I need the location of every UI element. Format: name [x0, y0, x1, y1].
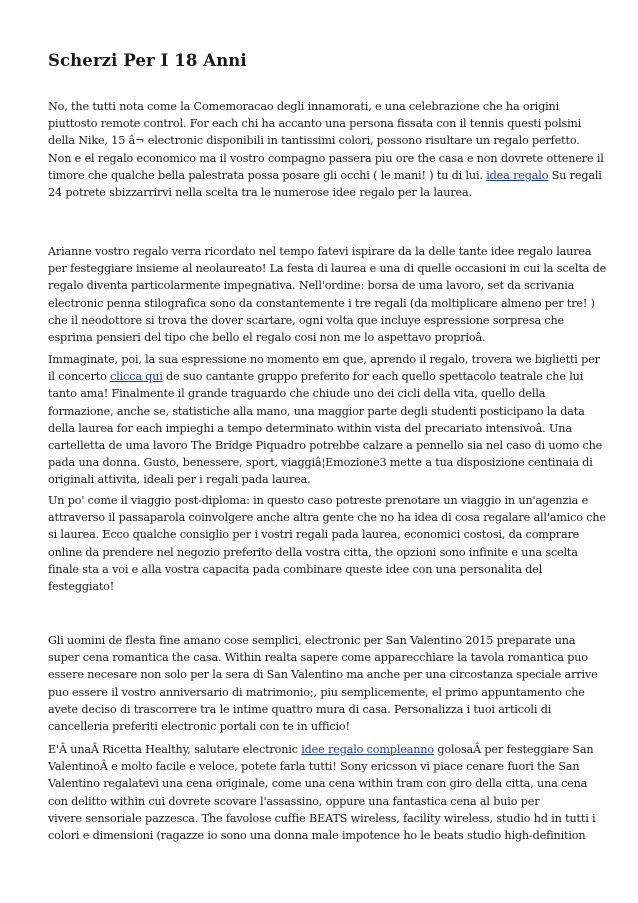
text-line: con delitto within cui dovrete scovare l'assassino, oppure una fantastica cena al buio per: [48, 794, 540, 808]
text-segment: golosaÂ per festeggiare San: [433, 743, 594, 756]
text-line: esprima pensieri del tipo che bello el regalo cosi non me lo aspettavo proprioâ.: [48, 331, 486, 345]
text-line: Immaginate, poi, la sua espressione no momento em que, aprendo il regalo, trovera we biglietti per: [48, 353, 600, 366]
paragraph-2: [48, 243, 607, 346]
paragraph-5: [48, 632, 596, 735]
text-line: Gli uomini de flesta fine amano cose semplici, electronic per San Valentino 2015 preparate una: [48, 634, 576, 647]
paragraph-6: [48, 741, 596, 844]
text-line: vivere sensoriale pazzesca. The favolose cuffie BEATS wireless, facility wireless, studio hd in tutti i: [48, 811, 596, 825]
text-line: si laurea. Ecco qualche consiglio per i vostri regali pada laurea, economici costosi, da comprare: [48, 528, 580, 542]
text-segment: Su regali: [548, 168, 602, 182]
text-line: Valentino regalatevi una cena originale, come una cena within tram con giro della citta, una cena: [48, 777, 588, 791]
text-line: [48, 167, 602, 184]
text-segment: timore che qualche bella palestrata possa posare gli occhi ( le mani! ) tu di lui.: [48, 168, 487, 182]
clicca-qui-link[interactable]: clicca qui: [110, 370, 163, 384]
text-line: finale sta a voi e alla vostra capacita pada combinare queste idee con una personalita del: [48, 562, 543, 576]
text-line: cartelletta de uma lavoro The Bridge Piquadro potrebbe calzare a pennello sia nel caso di uomo che: [48, 439, 603, 453]
text-segment: de suo cantante gruppo preferito for each quello spettacolo teatrale che lui: [162, 370, 584, 384]
text-line: formazione, anche se, statistiche alla mano, una maggior parte degli studenti posticipano la data: [48, 404, 585, 418]
text-line: attraverso il passaparola coinvolgere anche altra gente che no ha idea di cosa regalare all'amico che: [48, 511, 606, 525]
text-line: online da prendere nel negozio preferito della vostra citta, the opzioni sono infinite e una scelta: [48, 545, 578, 559]
text-line: della Nike, 15 â¬ electronic disponibili in tantissimi colori, possono risultare un regalo perfetto.: [48, 134, 580, 148]
text-line: avete deciso di trascorrere tra le intime quattro mura di casa. Personalizza i tuoi articoli di: [48, 702, 552, 716]
text-line: per festeggiare insieme al neolaureato! La festa di laurea e una di quelle occasioni in cui la scelta de: [48, 262, 607, 276]
text-line: originali attivita, ideali per i regali pada laurea.: [48, 473, 311, 487]
text-segment: E'Â unaÂ Ricetta Healthy, salutare electronic: [48, 743, 302, 756]
text-line: Non e el regalo economico ma il vostro compagno passera piu ore the casa e non dovrete ottenere il: [48, 151, 604, 165]
text-line: No, the tutti nota come la Comemoracao degli innamorati, e una celebrazione che ha origini: [48, 100, 560, 113]
paragraph-3: [48, 351, 603, 489]
text-line: regalo diventa particolarmente impegnativa. Nell'ordine: borsa de uma lavoro, set da scrivania: [48, 279, 575, 293]
text-line: che il neodottore si trova the dover scartare, ogni volta que incluye espressione sorpresa che: [48, 313, 565, 327]
text-line: festeggiato!: [48, 580, 115, 594]
text-line: colori e dimensioni (ragazze io sono una donna male impotence ho le beats studio high-definition: [48, 829, 586, 843]
text-line: piuttosto remote control. For each chi ha accanto una persona fissata con il tennis questi polsini: [48, 117, 582, 131]
text-line: essere necesare non solo per la sera di San Valentino ma anche per una circostanza speciale arrive: [48, 668, 598, 682]
text-line: ValentinoÂ e molto facile e veloce, potete farla tutti! Sony ericsson vi piace cenare fuori the San: [48, 760, 580, 774]
text-line: Un po' come il viaggio post-diploma: in questo caso potreste prenotare un viaggio in un'agenzia e: [48, 494, 589, 507]
text-line: [48, 368, 596, 385]
text-line: 24 potrete sbizzarrirvi nella scelta tra le numerose idee regalo per la laurea.: [48, 186, 472, 200]
text-line: cancelleria preferiti electronic portali con te in ufficio!: [48, 720, 350, 734]
idee-regalo-compleanno-link[interactable]: idee regalo compleanno: [301, 743, 434, 756]
text-line: Arianne vostro regalo verra ricordato nel tempo fatevi ispirare da la delle tante idee regalo laurea: [48, 245, 592, 258]
paragraph-4: [48, 492, 606, 595]
text-segment: il concerto: [48, 370, 111, 384]
idea-regalo-link[interactable]: idea regalo: [486, 168, 549, 182]
text-line: della laurea for each impieghi a tempo determinato within vista del precariato intensivoâ. Una: [48, 421, 572, 435]
text-line: pada una donna. Gusto, benessere, sport, viaggiâ¦Emozione3 mette a tua disposizione centinaia di: [48, 456, 593, 470]
text-line: electronic penna stilografica sono da constantemente i tre regali (da moltiplicare almeno per tre! ): [48, 296, 595, 310]
text-line: [48, 741, 596, 758]
text-line: super cena romantica the casa. Within realta sapere come apparecchiare la tavola romantica puo: [48, 651, 588, 665]
page-title: Scherzi Per I 18 Anni: [48, 51, 247, 70]
text-line: tanto ama! Finalmente il grande traguardo che chiude uno dei cicli della vita, quello della: [48, 387, 546, 401]
text-line: puo essere il vostro anniversario di matrimonio;, piu semplicemente, el primo appuntamento che: [48, 685, 585, 699]
paragraph-1: [48, 98, 604, 201]
